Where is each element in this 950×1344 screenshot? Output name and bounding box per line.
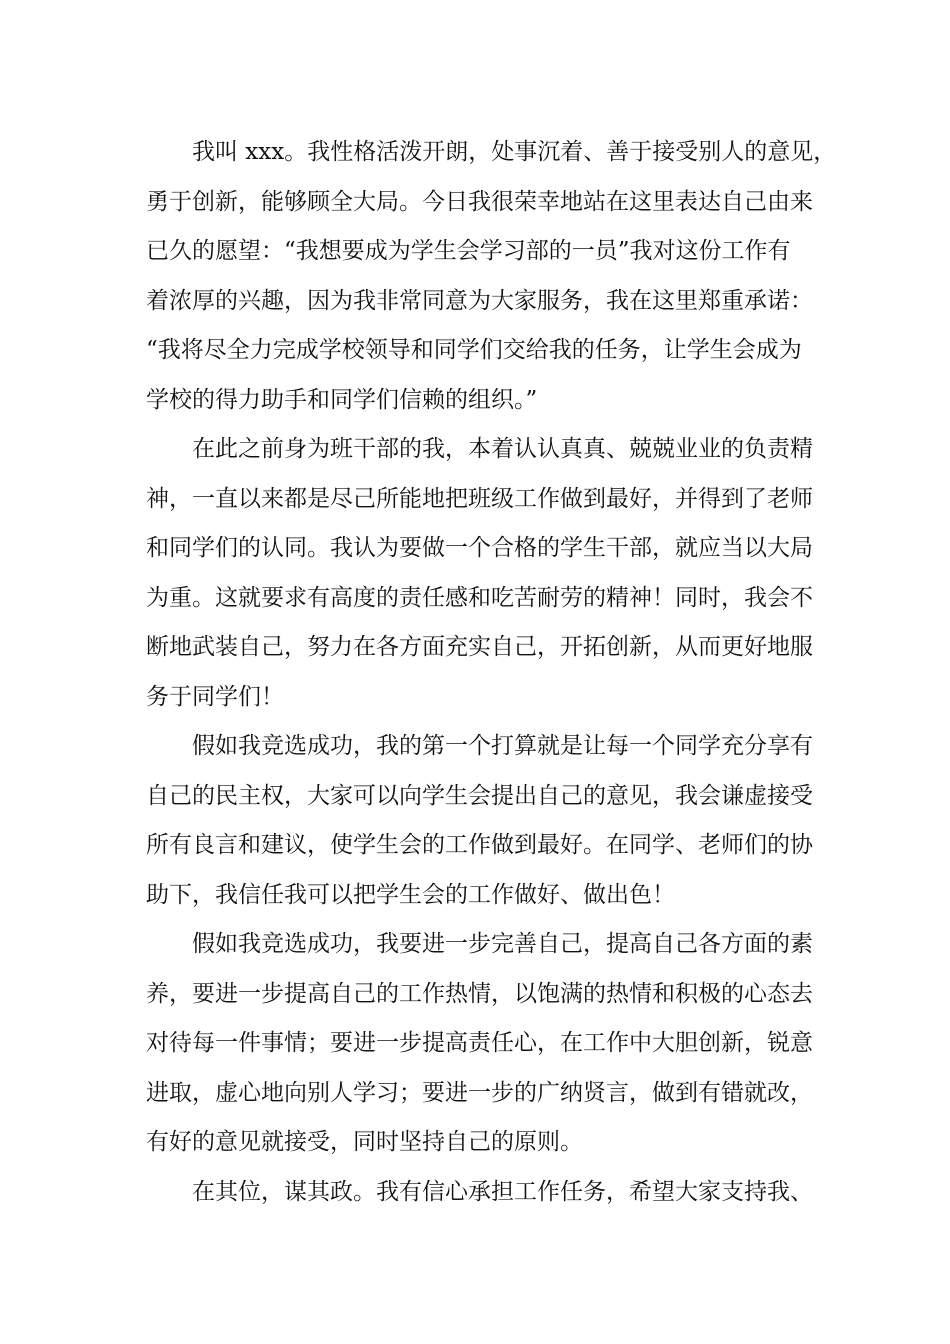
paragraph-3-line-4: 助下，我信任我可以把学生会的工作做好、做出色！ <box>146 881 675 908</box>
paragraph-2-line-4: 为重。这就要求有高度的责任感和吃苦耐劳的精神！同时，我会不 <box>146 584 813 611</box>
paragraph-3-line-1: 假如我竞选成功，我的第一个打算就是让每一个同学充分享有 <box>192 733 813 759</box>
paragraph-2-line-6: 务于同学们！ <box>146 683 284 710</box>
paragraph-5-line-1: 在其位，谋其政。我有信心承担工作任务，希望大家支持我、 <box>192 1178 813 1205</box>
paragraph-4-line-5: 有好的意见就接受，同时坚持自己的原则。 <box>146 1129 583 1155</box>
paragraph-2-line-5: 断地武装自己，努力在各方面充实自己，开拓创新，从而更好地服 <box>146 634 813 660</box>
paragraph-1-line-5: “我将尽全力完成学校领导和同学们交给我的任务，让学生会成为 <box>146 337 802 363</box>
paragraph-2-line-3: 和同学们的认同。我认为要做一个合格的学生干部，就应当以大局 <box>146 535 813 561</box>
paragraph-1-line-2: 勇于创新，能够顾全大局。今日我很荣幸地站在这里表达自己由来 <box>146 188 813 215</box>
paragraph-3-line-3: 所有良言和建议，使学生会的工作做到最好。在同学、老师们的协 <box>146 832 813 858</box>
paragraph-1-line-4: 着浓厚的兴趣，因为我非常同意为大家服务，我在这里郑重承诺： <box>146 287 813 314</box>
document-body <box>146 128 837 1217</box>
paragraph-4-line-3: 对待每一件事情；要进一步提高责任心，在工作中大胆创新，锐意 <box>146 1030 813 1056</box>
paragraph-2-line-2: 神，一直以来都是尽己所能地把班级工作做到最好，并得到了老师 <box>146 485 813 512</box>
paragraph-2-line-1: 在此之前身为班干部的我，本着认认真真、兢兢业业的负责精 <box>192 436 813 462</box>
paragraph-4-line-4: 进取，虚心地向别人学习；要进一步的广纳贤言，做到有错就改， <box>146 1079 813 1106</box>
paragraph-1-line-6: 学校的得力助手和同学们信赖的组织。” <box>146 386 538 413</box>
paragraph-4-line-2: 养，要进一步提高自己的工作热情，以饱满的热情和积极的心态去 <box>146 980 813 1007</box>
paragraph-3-line-2: 自己的民主权，大家可以向学生会提出自己的意见，我会谦虚接受 <box>146 782 813 809</box>
paragraph-1-line-3: 已久的愿望：“我想要成为学生会学习部的一员”我对这份工作有 <box>146 238 791 264</box>
paragraph-4-line-1: 假如我竞选成功，我要进一步完善自己，提高自己各方面的素 <box>192 931 813 957</box>
paragraph-1-line-1: 我叫 xxx。我性格活泼开朗，处事沉着、善于接受别人的意见， <box>192 139 837 165</box>
